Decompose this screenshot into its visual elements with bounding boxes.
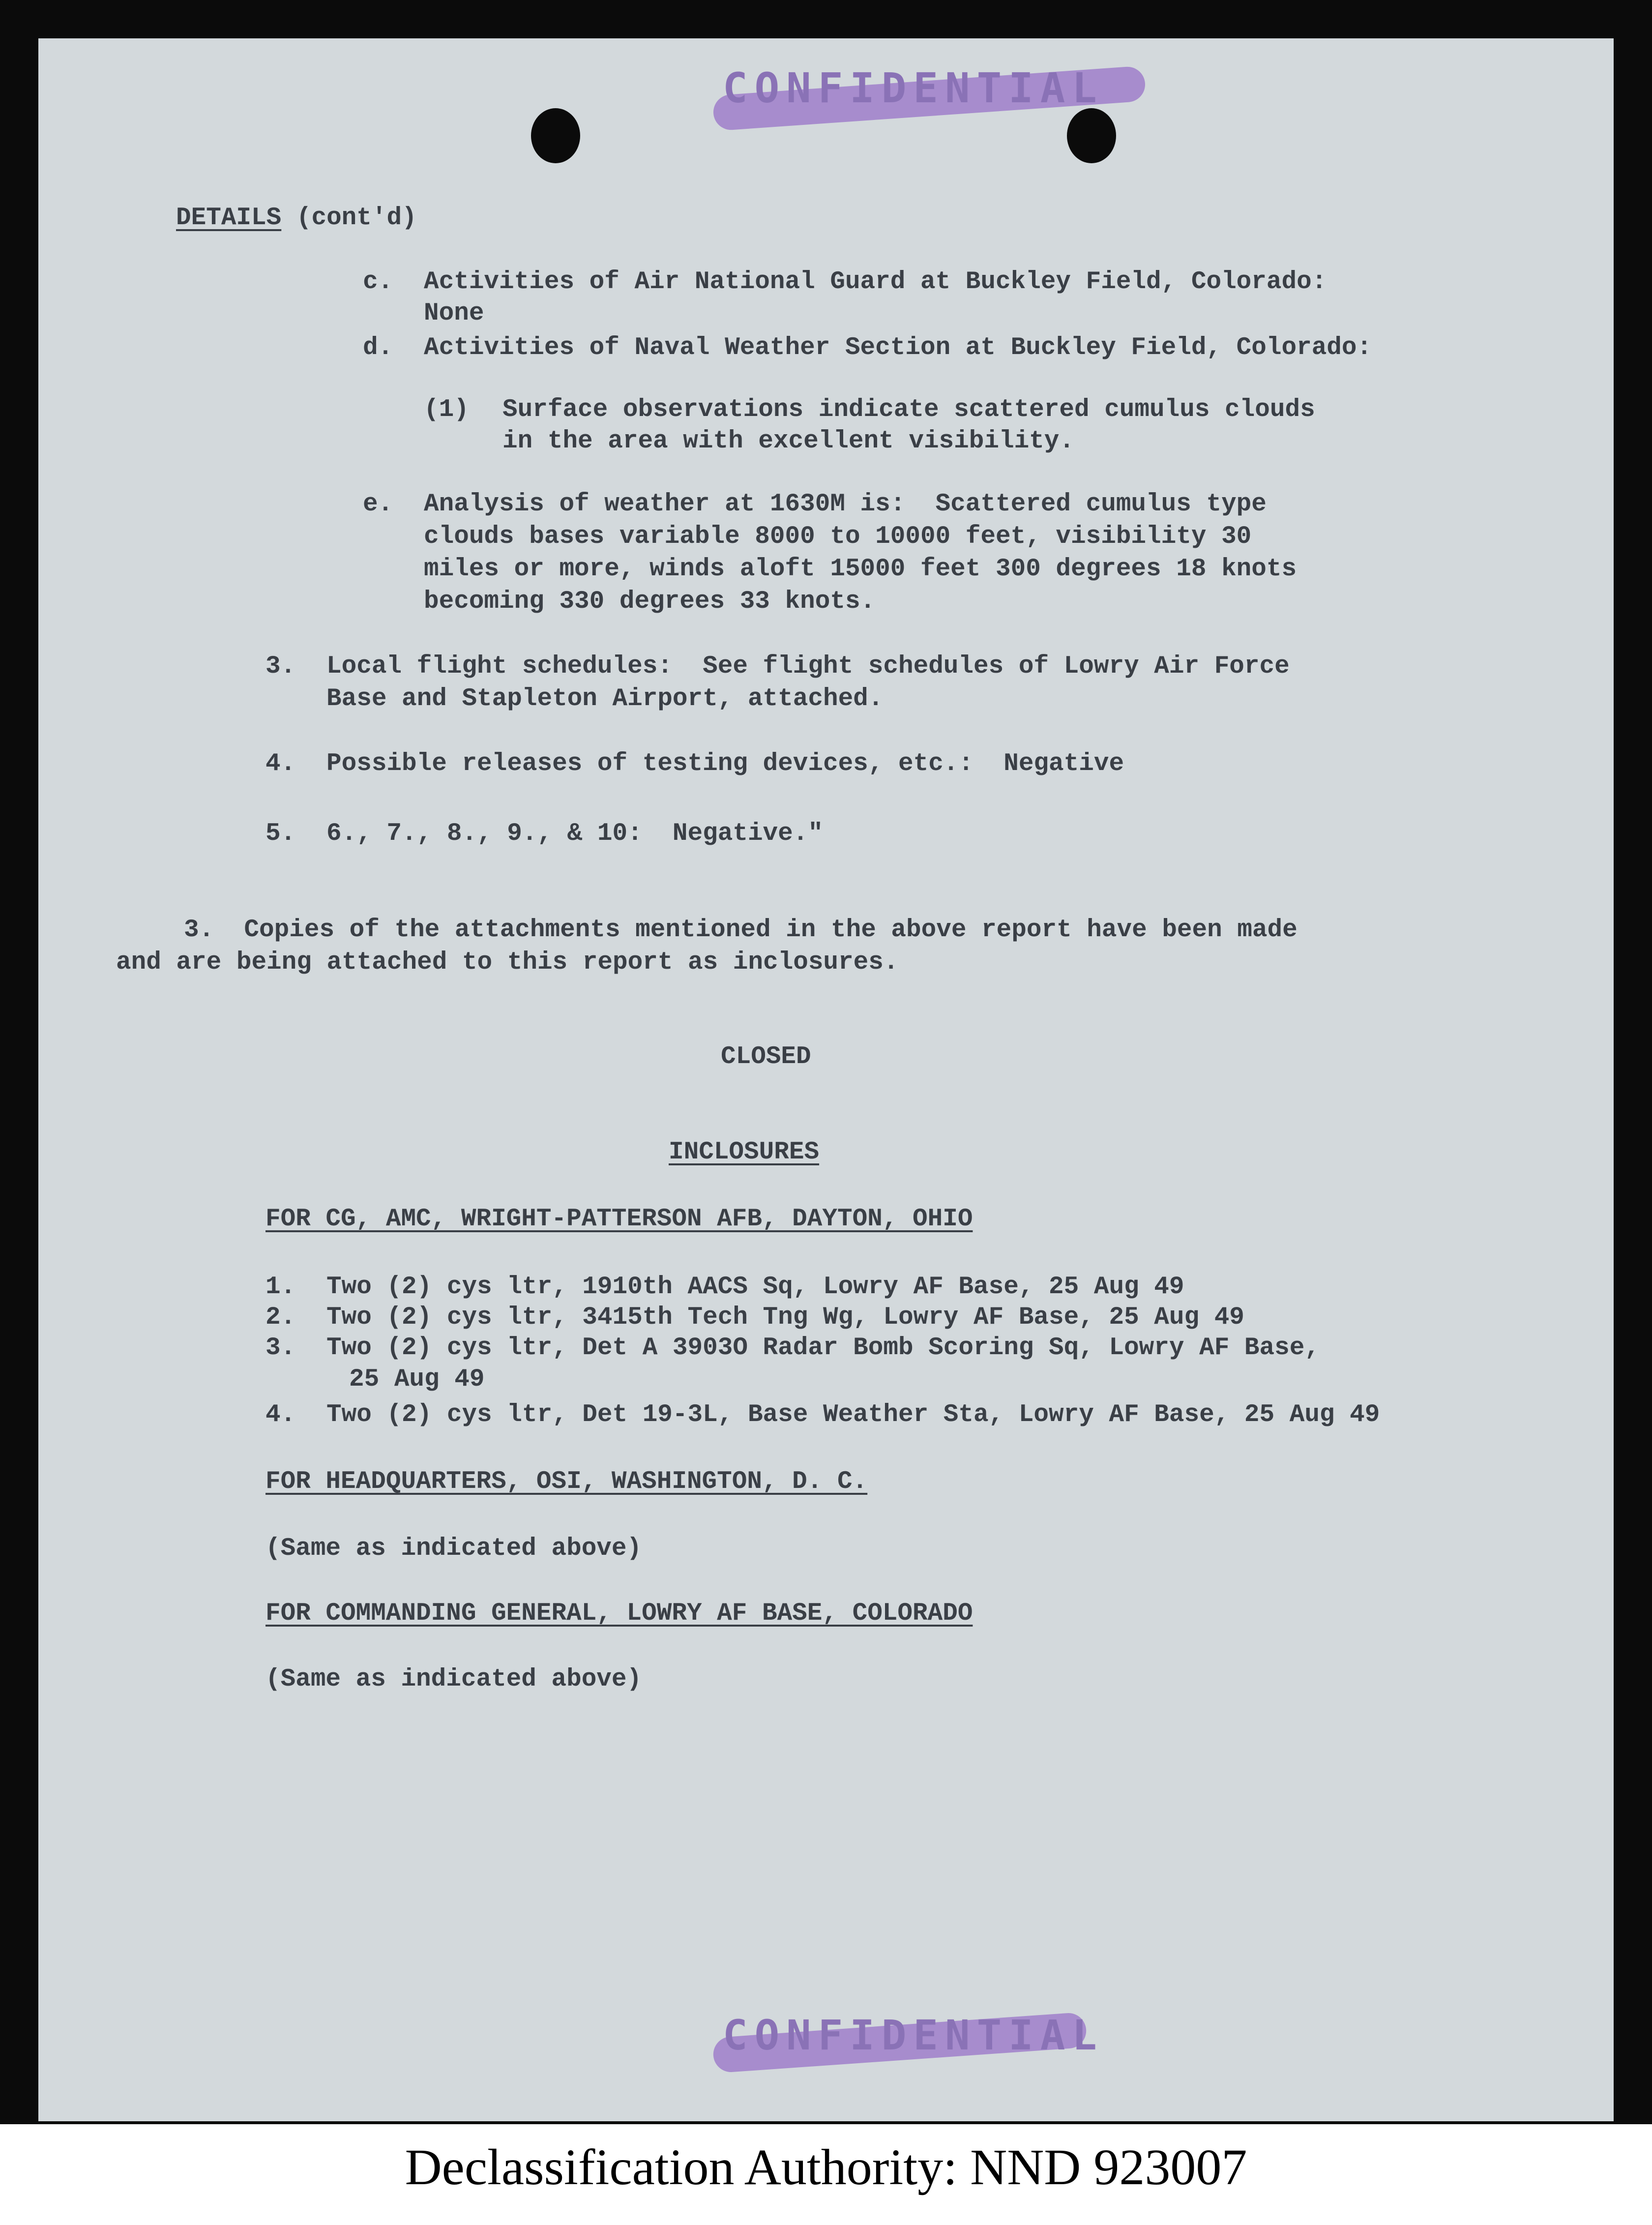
inclosure-3-continuation: 25 Aug 49 — [349, 1365, 485, 1394]
para-3-line1: Local flight schedules: See flight schedules of Lowry Air Force — [326, 653, 1290, 681]
item-d1-number: (1) — [424, 396, 469, 424]
closed-label: CLOSED — [721, 1043, 811, 1071]
declassification-caption: Declassification Authority: NND 923007 — [405, 2139, 1247, 2195]
para-4-number: 4. — [266, 750, 296, 778]
inclosures-title: INCLOSURES — [669, 1138, 820, 1166]
details-header — [176, 206, 417, 231]
punch-hole-left — [531, 108, 580, 163]
confidential-stamp-bottom — [723, 2011, 1104, 2059]
inclosure-3-number: 3. — [266, 1334, 296, 1362]
same-as-above-1: (Same as indicated above) — [266, 1535, 642, 1563]
confidential-stamp-top — [723, 64, 1104, 112]
item-e-line1: Analysis of weather at 1630M is: Scattered cumulus type — [424, 490, 1267, 518]
item-e-number: e. — [363, 490, 393, 518]
for-cg-heading: FOR CG, AMC, WRIGHT-PATTERSON AFB, DAYTON, OHIO — [266, 1205, 973, 1233]
para-3-line2: Base and Stapleton Airport, attached. — [326, 685, 884, 713]
stamp-text-bottom: CONFIDENTIAL — [723, 2011, 1104, 2059]
details-label: DETAILS — [176, 204, 282, 232]
item-e-line4: becoming 330 degrees 33 knots. — [424, 588, 876, 616]
inclosure-1-number: 1. — [266, 1273, 296, 1301]
for-hq-heading: FOR HEADQUARTERS, OSI, WASHINGTON, D. C. — [266, 1468, 868, 1496]
item-d-line1: Activities of Naval Weather Section at Buckley Field, Colorado: — [424, 334, 1372, 362]
inclosure-3-text: Two (2) cys ltr, Det A 3903O Radar Bomb Scoring Sq, Lowry AF Base, — [326, 1334, 1320, 1362]
item-e-line2: clouds bases variable 8000 to 10000 feet, visibility 30 — [424, 523, 1252, 551]
same-as-above-2: (Same as indicated above) — [266, 1665, 642, 1693]
item-d-number: d. — [363, 334, 393, 362]
para-5-number: 5. — [266, 820, 296, 848]
item-c-line1: Activities of Air National Guard at Buckley Field, Colorado: — [424, 268, 1327, 296]
item-d1-line1: Surface observations indicate scattered cumulus clouds — [502, 396, 1315, 424]
item-d1-line2: in the area with excellent visibility. — [502, 427, 1074, 455]
inclosure-2-number: 2. — [266, 1304, 296, 1332]
para-5-line1: 6., 7., 8., 9., & 10: Negative." — [326, 820, 823, 848]
inclosure-4-number: 4. — [266, 1401, 296, 1429]
para-4-line1: Possible releases of testing devices, etc.: Negative — [326, 750, 1124, 778]
for-commanding-general-heading: FOR COMMANDING GENERAL, LOWRY AF BASE, COLORADO — [266, 1600, 973, 1628]
item-c-number: c. — [363, 268, 393, 296]
para-3-number: 3. — [266, 653, 296, 681]
punch-hole-right — [1067, 108, 1116, 163]
item-c-line2: None — [424, 299, 484, 327]
stamp-text: CONFIDENTIAL — [723, 64, 1104, 112]
item-e-line3: miles or more, winds aloft 15000 feet 300 degrees 18 knots — [424, 555, 1297, 583]
inclosure-1-text: Two (2) cys ltr, 1910th AACS Sq, Lowry AF Base, 25 Aug 49 — [326, 1273, 1184, 1301]
details-suffix: (cont'd) — [296, 204, 417, 232]
inclosure-2-text: Two (2) cys ltr, 3415th Tech Tng Wg, Lowry AF Base, 25 Aug 49 — [326, 1304, 1244, 1332]
inclosure-4-text: Two (2) cys ltr, Det 19-3L, Base Weather Sta, Lowry AF Base, 25 Aug 49 — [326, 1401, 1380, 1429]
para-copies-line1: 3. Copies of the attachments mentioned in the above report have been made — [184, 916, 1298, 944]
para-copies-line2: and are being attached to this report as inclosures. — [116, 949, 899, 977]
